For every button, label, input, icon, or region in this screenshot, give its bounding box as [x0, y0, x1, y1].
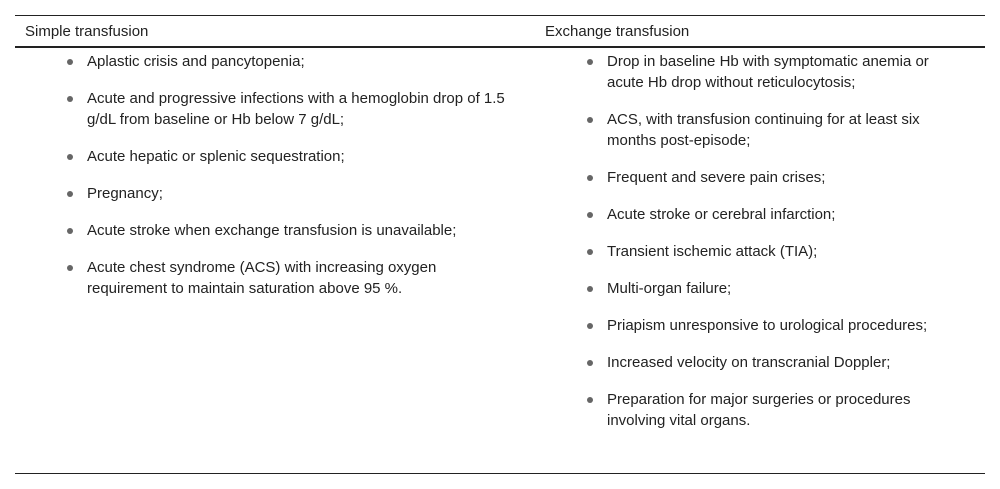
list-item-text: Transient ischemic attack (TIA); [607, 243, 818, 260]
list-item-text: ACS, with transfusion continuing for at least six months post-episode; [607, 111, 920, 149]
list-item-text: Acute stroke when exchange transfusion is unavailable; [87, 222, 457, 239]
list-item [587, 389, 957, 431]
bullet-icon [587, 175, 593, 181]
list-item [587, 204, 957, 225]
bullet-icon [587, 360, 593, 366]
list-item [67, 88, 507, 130]
bullet-icon [587, 249, 593, 255]
simple-transfusion-list [67, 51, 507, 315]
transfusion-table [15, 15, 985, 474]
list-item-text: Acute chest syndrome (ACS) with increasing oxygen requirement to maintain saturation above 95 %. [87, 259, 437, 297]
list-item [587, 278, 957, 299]
bullet-icon [587, 397, 593, 403]
list-item [67, 146, 507, 167]
bullet-icon [67, 265, 73, 271]
bullet-icon [587, 323, 593, 329]
list-item-text: Acute hepatic or splenic sequestration; [87, 148, 345, 165]
header-simple-transfusion: Simple transfusion [25, 23, 149, 40]
list-item-text: Increased velocity on transcranial Doppler; [607, 354, 891, 371]
list-item [587, 352, 957, 373]
table-header [15, 16, 985, 48]
bullet-icon [587, 59, 593, 65]
header-exchange-transfusion: Exchange transfusion [545, 23, 690, 40]
bullet-icon [67, 154, 73, 160]
list-item [67, 220, 507, 241]
list-item [67, 183, 507, 204]
list-item-text: Multi-organ failure; [607, 280, 732, 297]
list-item-text: Drop in baseline Hb with symptomatic anemia or acute Hb drop without reticulocytosis; [607, 53, 929, 91]
bullet-icon [67, 191, 73, 197]
list-item [587, 51, 957, 93]
list-item-text: Acute stroke or cerebral infarction; [607, 206, 836, 223]
list-item [587, 241, 957, 262]
list-item [587, 167, 957, 188]
list-item-text: Acute and progressive infections with a hemoglobin drop of 1.5 g/dL from baseline or Hb below 7 g/dL; [87, 90, 505, 128]
list-item [587, 109, 957, 151]
list-item [67, 257, 507, 299]
exchange-transfusion-list [587, 51, 957, 447]
list-item-text: Frequent and severe pain crises; [607, 169, 826, 186]
list-item [587, 315, 957, 336]
bullet-icon [587, 117, 593, 123]
bullet-icon [67, 228, 73, 234]
list-item-text: Priapism unresponsive to urological procedures; [607, 317, 928, 334]
bullet-icon [67, 59, 73, 65]
list-item [67, 51, 507, 72]
bullet-icon [587, 286, 593, 292]
bullet-icon [67, 96, 73, 102]
list-item-text: Aplastic crisis and pancytopenia; [87, 53, 305, 70]
list-item-text: Preparation for major surgeries or procedures involving vital organs. [607, 391, 911, 429]
bullet-icon [587, 212, 593, 218]
list-item-text: Pregnancy; [87, 185, 163, 202]
